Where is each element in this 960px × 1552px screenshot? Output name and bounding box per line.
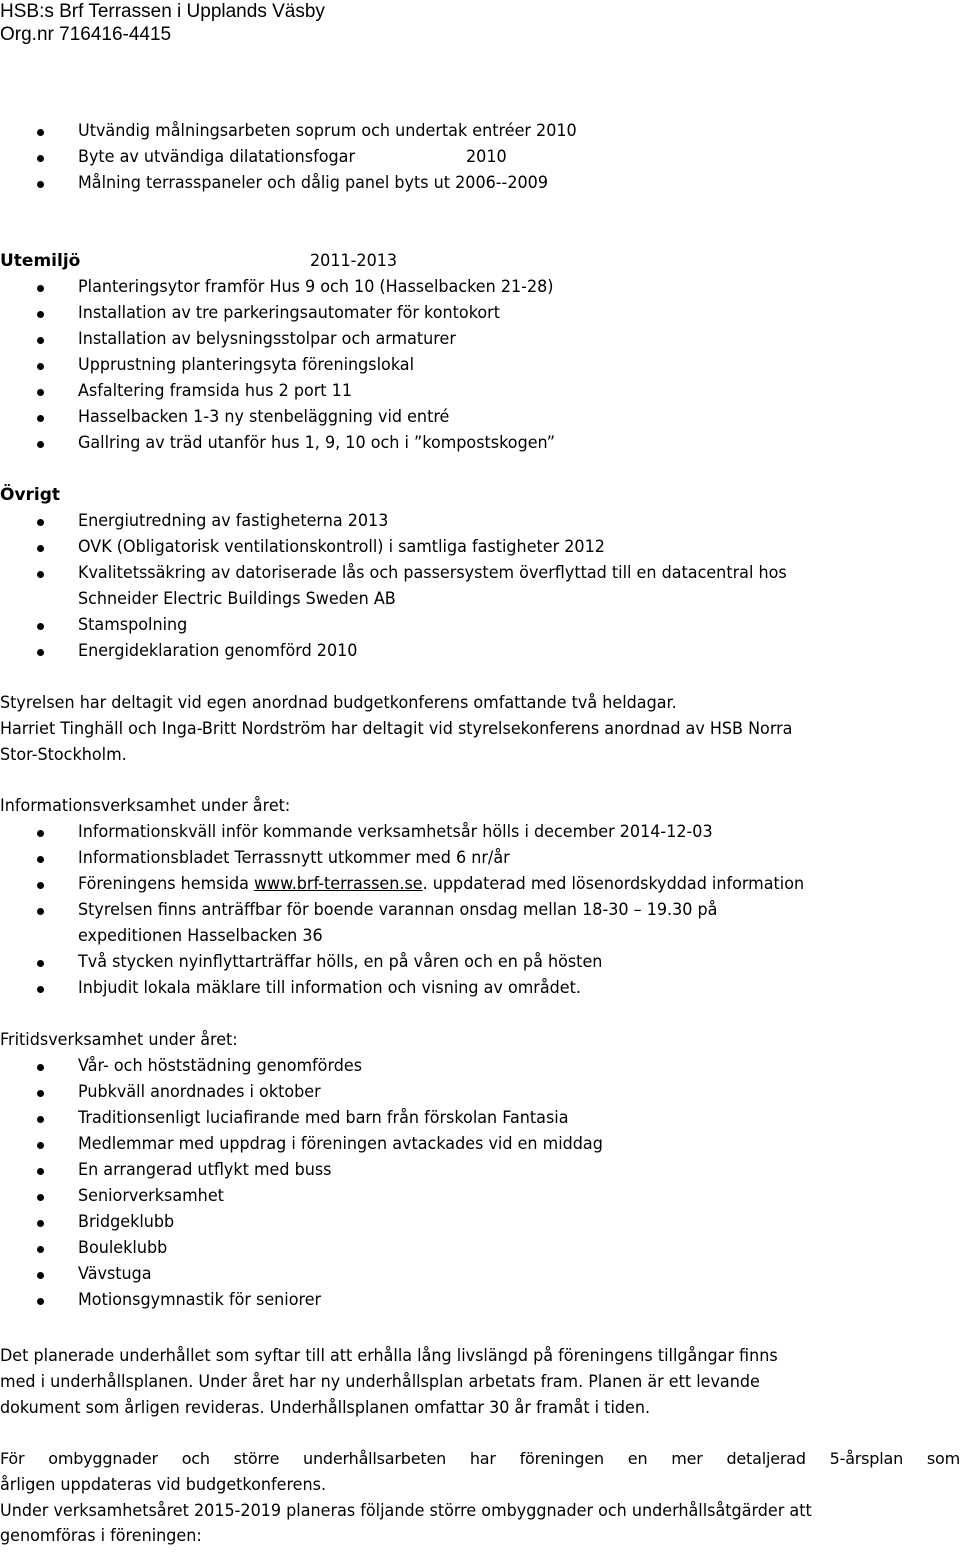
list-item: Planteringsytor framför Hus 9 och 10 (Hasselbacken 21-28) bbox=[78, 277, 554, 297]
bullet-icon bbox=[37, 649, 44, 656]
bullet-icon bbox=[37, 882, 44, 889]
list-item: Energideklaration genomförd 2010 bbox=[78, 641, 358, 661]
bullet-icon bbox=[37, 1064, 44, 1071]
bullet-icon bbox=[37, 181, 44, 188]
section-heading: Informationsverksamhet under året: bbox=[0, 796, 291, 816]
bullet-icon bbox=[37, 856, 44, 863]
list-item-continuation: Schneider Electric Buildings Sweden AB bbox=[78, 589, 396, 609]
bullet-icon bbox=[37, 1246, 44, 1253]
list-item: Stamspolning bbox=[78, 615, 188, 635]
paragraph-line-justified: För ombyggnader och större underhållsarbeten har föreningen en mer detaljerad 5-årsplan som bbox=[0, 1449, 960, 1468]
association-name: HSB:s Brf Terrassen i Upplands Väsby bbox=[0, 1, 325, 22]
bullet-icon bbox=[37, 129, 44, 136]
list-item bbox=[78, 871, 804, 897]
list-item: Hasselbacken 1-3 ny stenbeläggning vid entré bbox=[78, 407, 450, 427]
paragraph-line: Stor-Stockholm. bbox=[0, 745, 127, 765]
hemsida-suffix: . uppdaterad med lösenordskyddad information bbox=[422, 874, 805, 894]
bullet-icon bbox=[37, 960, 44, 967]
paragraph-line: årligen uppdateras vid budgetkonferens. bbox=[0, 1475, 327, 1495]
paragraph-line: Harriet Tinghäll och Inga-Britt Nordström har deltagit vid styrelsekonferens anordnad av HSB Norra bbox=[0, 719, 793, 739]
bullet-icon bbox=[37, 155, 44, 162]
bullet-icon bbox=[37, 1168, 44, 1175]
list-item: Informationskväll inför kommande verksamhetsår hölls i december 2014-12-03 bbox=[78, 822, 713, 842]
website-link[interactable]: www.brf-terrassen.se bbox=[253, 874, 423, 894]
list-item: Gallring av träd utanför hus 1, 9, 10 och i ”kompostskogen” bbox=[78, 433, 556, 453]
paragraph-line: dokument som årligen revideras. Underhållsplanen omfattar 30 år framåt i tiden. bbox=[0, 1398, 651, 1418]
paragraph-line: genomföras i föreningen: bbox=[0, 1526, 202, 1546]
list-item: Motionsgymnastik för seniorer bbox=[78, 1290, 322, 1310]
bullet-icon bbox=[37, 830, 44, 837]
section-heading: Övrigt bbox=[0, 485, 61, 505]
bullet-icon bbox=[37, 1220, 44, 1227]
bullet-icon bbox=[37, 311, 44, 318]
paragraph-line: med i underhållsplanen. Under året har ny underhållsplan arbetats fram. Planen är ett levande bbox=[0, 1372, 760, 1392]
bullet-icon bbox=[37, 1298, 44, 1305]
list-item: Energiutredning av fastigheterna 2013 bbox=[78, 511, 389, 531]
section-years: 2011-2013 bbox=[310, 251, 398, 271]
bullet-icon bbox=[37, 441, 44, 448]
list-item: Kvalitetssäkring av datoriserade lås och passersystem överflyttad till en datacentral hos bbox=[78, 563, 787, 583]
list-item: OVK (Obligatorisk ventilationskontroll) i samtliga fastigheter 2012 bbox=[78, 537, 605, 557]
list-item: Installation av tre parkeringsautomater för kontokort bbox=[78, 303, 501, 323]
list-item: Pubkväll anordnades i oktober bbox=[78, 1082, 321, 1102]
list-item: Installation av belysningsstolpar och armaturer bbox=[78, 329, 456, 349]
list-item: Traditionsenligt luciafirande med barn från förskolan Fantasia bbox=[78, 1108, 569, 1128]
bullet-icon bbox=[37, 986, 44, 993]
list-item: Vävstuga bbox=[78, 1264, 152, 1284]
bullet-icon bbox=[37, 519, 44, 526]
list-item: Två stycken nyinflyttarträffar hölls, en på våren och en på hösten bbox=[78, 952, 603, 972]
list-item: Styrelsen finns anträffbar för boende varannan onsdag mellan 18-30 – 19.30 på bbox=[78, 900, 718, 920]
bullet-icon bbox=[37, 363, 44, 370]
list-item: Asfaltering framsida hus 2 port 11 bbox=[78, 381, 352, 401]
list-item-continuation: expeditionen Hasselbacken 36 bbox=[78, 926, 323, 946]
list-item: En arrangerad utflykt med buss bbox=[78, 1160, 332, 1180]
list-item: Informationsbladet Terrassnytt utkommer med 6 nr/år bbox=[78, 848, 510, 868]
bullet-icon bbox=[37, 1116, 44, 1123]
list-item: Seniorverksamhet bbox=[78, 1186, 224, 1206]
bullet-icon bbox=[37, 571, 44, 578]
list-item: Medlemmar med uppdrag i föreningen avtackades vid en middag bbox=[78, 1134, 603, 1154]
list-item: Vår- och höststädning genomfördes bbox=[78, 1056, 363, 1076]
list-item: Bridgeklubb bbox=[78, 1212, 175, 1232]
list-item: Bouleklubb bbox=[78, 1238, 168, 1258]
bullet-icon bbox=[37, 908, 44, 915]
list-item: Utvändig målningsarbeten soprum och undertak entréer 2010 bbox=[78, 121, 577, 141]
section-heading: Utemiljö bbox=[0, 251, 81, 271]
list-item: Inbjudit lokala mäklare till information och visning av området. bbox=[78, 978, 581, 998]
bullet-icon bbox=[37, 1090, 44, 1097]
paragraph-line: Under verksamhetsåret 2015-2019 planeras följande större ombyggnader och underhållsåtgärder att bbox=[0, 1501, 812, 1521]
bullet-icon bbox=[37, 1142, 44, 1149]
org-number: Org.nr 716416-4415 bbox=[0, 24, 172, 45]
hemsida-prefix: Föreningens hemsida bbox=[78, 874, 254, 894]
bullet-icon bbox=[37, 1194, 44, 1201]
bullet-icon bbox=[37, 285, 44, 292]
section-heading: Fritidsverksamhet under året: bbox=[0, 1030, 238, 1050]
bullet-icon bbox=[37, 1272, 44, 1279]
bullet-icon bbox=[37, 337, 44, 344]
list-item: Byte av utvändiga dilatationsfogar bbox=[78, 147, 356, 167]
bullet-icon bbox=[37, 545, 44, 552]
list-item: Målning terrasspaneler och dålig panel byts ut 2006--2009 bbox=[78, 173, 548, 193]
bullet-icon bbox=[37, 389, 44, 396]
paragraph-line: Det planerade underhållet som syftar till att erhålla lång livslängd på föreningens tillgångar finns bbox=[0, 1346, 778, 1366]
bullet-icon bbox=[37, 623, 44, 630]
list-item-year: 2010 bbox=[466, 147, 507, 167]
list-item: Upprustning planteringsyta föreningslokal bbox=[78, 355, 415, 375]
bullet-icon bbox=[37, 415, 44, 422]
paragraph-line: Styrelsen har deltagit vid egen anordnad budgetkonferens omfattande två heldagar. bbox=[0, 693, 677, 713]
